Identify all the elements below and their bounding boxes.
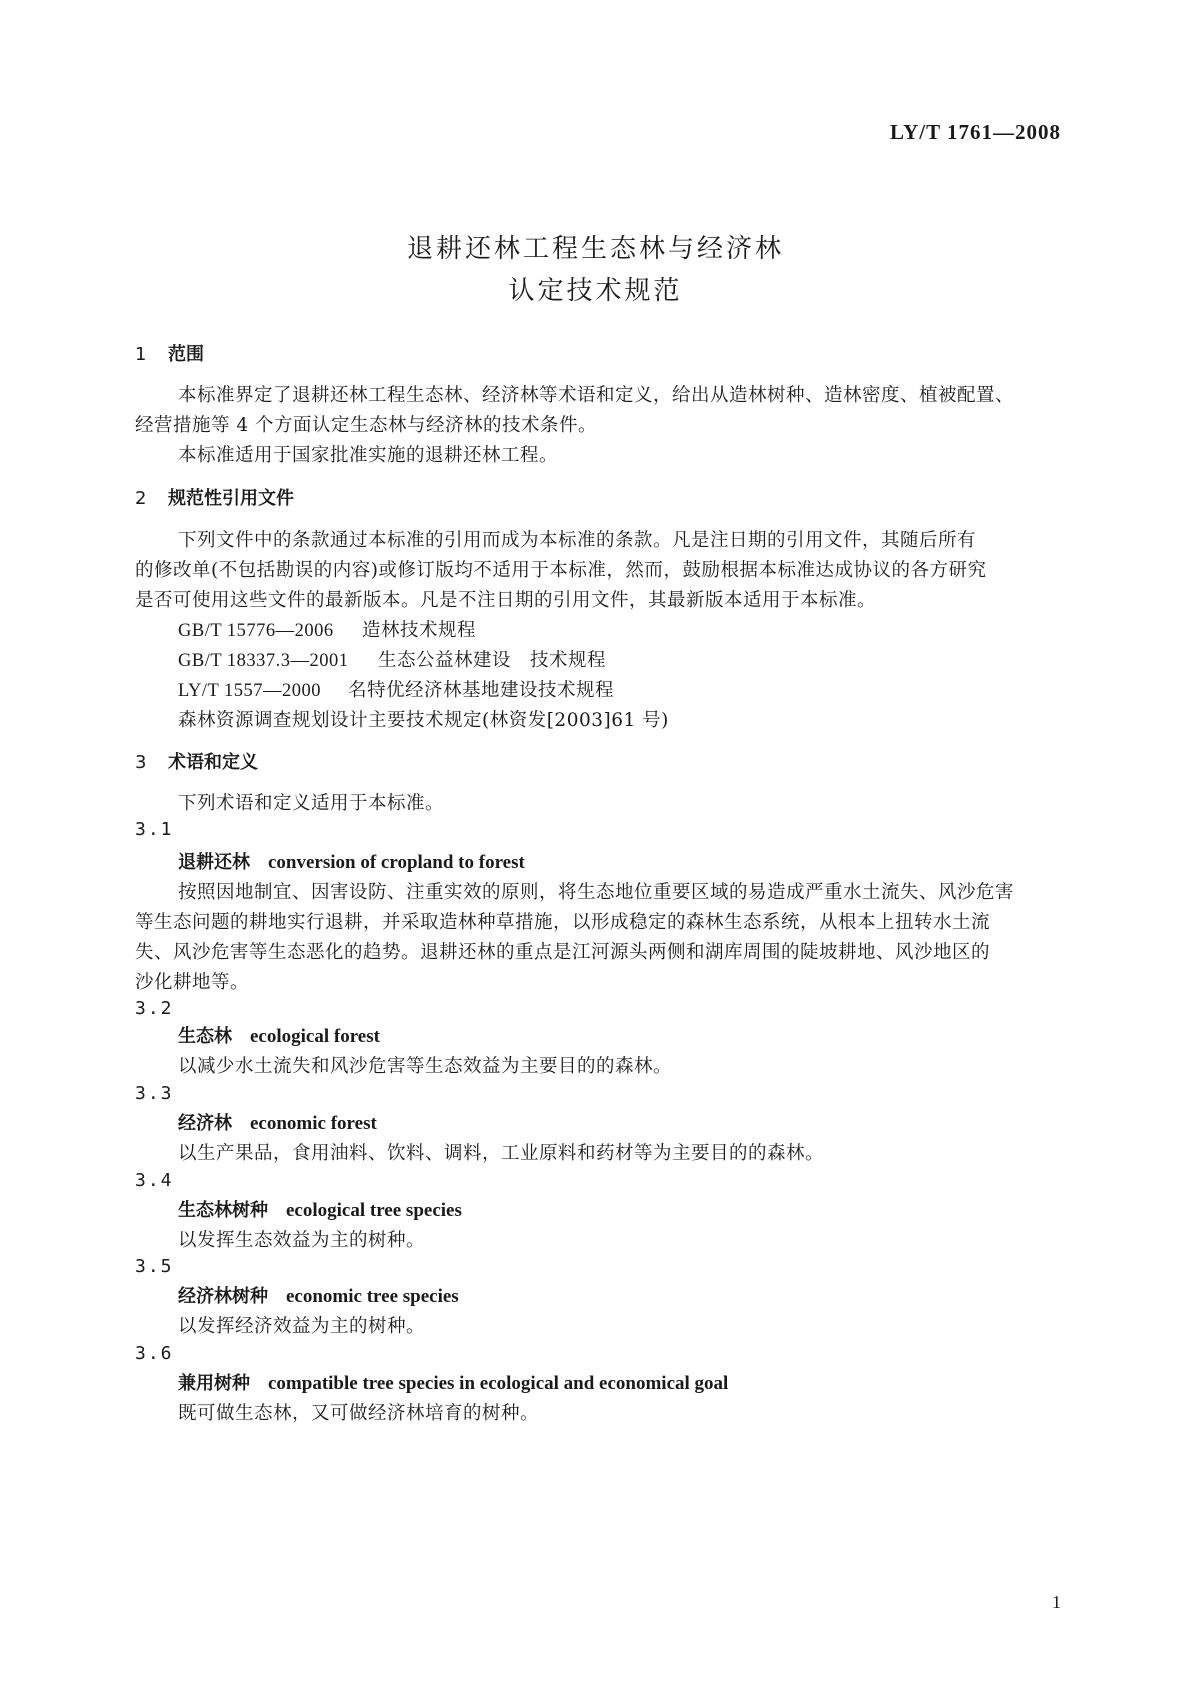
section-title: 范围 xyxy=(168,344,204,365)
term-chinese: 兼用树种 xyxy=(178,1373,250,1394)
term-definition: 以减少水土流失和风沙危害等生态效益为主要目的的森林。 xyxy=(178,1056,673,1077)
reference-item xyxy=(178,616,476,642)
section-number: 2 xyxy=(135,488,147,509)
term-english: economic forest xyxy=(250,1113,377,1134)
s1-para1-line1: 本标准界定了退耕还林工程生态林、经济林等术语和定义，给出从造林树种、造林密度、植被配置、 xyxy=(178,385,1015,406)
term-definition: 以发挥经济效益为主的树种。 xyxy=(178,1316,426,1337)
reference-item xyxy=(178,646,606,672)
s1-para2: 本标准适用于国家批准实施的退耕还林工程。 xyxy=(178,445,559,466)
term-definition-line: 等生态问题的耕地实行退耕，并采取造林种草措施，以形成稳定的森林生态系统，从根本上扭转水土流 xyxy=(135,912,991,933)
reference-code: GB/T 18337.3—2001 xyxy=(178,651,349,671)
s2-para-line3: 是否可使用这些文件的最新版本。凡是不注日期的引用文件，其最新版本适用于本标准。 xyxy=(135,590,877,611)
reference-title: 造林技术规程 xyxy=(362,620,477,641)
term-definition-line: 按照因地制宜、因害设防、注重实效的原则，将生态地位重要区域的易造成严重水土流失、风沙危害 xyxy=(178,882,1015,903)
term-heading xyxy=(178,1196,462,1222)
section-number: 1 xyxy=(135,344,147,365)
term-chinese: 生态林树种 xyxy=(178,1200,268,1221)
term-chinese: 生态林 xyxy=(178,1026,232,1047)
term-heading xyxy=(178,1022,380,1048)
clause-number: 3.3 xyxy=(135,1083,174,1104)
doc-title-line2: 认定技术规范 xyxy=(508,276,683,306)
section-3-heading xyxy=(135,748,258,774)
standard-code: LY/T 1761—2008 xyxy=(890,120,1061,144)
term-chinese: 经济林 xyxy=(178,1113,232,1134)
s1-para1-line2: 经营措施等 4 个方面认定生态林与经济林的技术条件。 xyxy=(135,415,598,436)
term-english: conversion of cropland to forest xyxy=(268,852,525,873)
term-heading xyxy=(178,1369,728,1395)
reference-title: 名特优经济林基地建设技术规程 xyxy=(348,680,615,701)
term-definition: 以发挥生态效益为主的树种。 xyxy=(178,1230,426,1251)
reference-item xyxy=(178,676,614,702)
section-number: 3 xyxy=(135,752,147,773)
doc-title-line1: 退耕还林工程生态林与经济林 xyxy=(406,234,784,264)
section-title: 规范性引用文件 xyxy=(168,488,294,509)
term-definition-line: 失、风沙危害等生态恶化的趋势。退耕还林的重点是江河源头两侧和湖库周围的陡坡耕地、风沙地区的 xyxy=(135,942,991,963)
term-heading xyxy=(178,848,525,874)
reference-code: GB/T 15776—2006 xyxy=(178,621,334,641)
term-english: economic tree species xyxy=(286,1286,459,1307)
term-definition: 既可做生态林，又可做经济林培育的树种。 xyxy=(178,1403,540,1424)
term-chinese: 经济林树种 xyxy=(178,1286,268,1307)
s2-para-line2: 的修改单(不包括勘误的内容)或修订版均不适用于本标准，然而，鼓励根据本标准达成协议的各方研究 xyxy=(135,560,987,581)
reference-code: LY/T 1557—2000 xyxy=(178,681,322,701)
term-definition-line: 沙化耕地等。 xyxy=(135,972,250,993)
term-english: compatible tree species in ecological and economical goal xyxy=(268,1373,729,1394)
page-number: 1 xyxy=(1052,1592,1061,1612)
reference-item: 森林资源调查规划设计主要技术规定(林资发[2003]61 号) xyxy=(178,710,669,731)
section-title: 术语和定义 xyxy=(168,752,258,773)
term-definition: 以生产果品，食用油料、饮料、调料，工业原料和药材等为主要目的的森林。 xyxy=(178,1143,825,1164)
s3-intro: 下列术语和定义适用于本标准。 xyxy=(178,793,445,814)
clause-number: 3.1 xyxy=(135,819,174,840)
clause-number: 3.5 xyxy=(135,1256,174,1277)
section-2-heading xyxy=(135,484,294,510)
term-english: ecological tree species xyxy=(286,1200,462,1221)
clause-number: 3.4 xyxy=(135,1170,174,1191)
clause-number: 3.6 xyxy=(135,1343,174,1364)
term-chinese: 退耕还林 xyxy=(178,852,250,873)
term-heading xyxy=(178,1109,377,1135)
term-english: ecological forest xyxy=(250,1026,380,1047)
term-heading xyxy=(178,1282,459,1308)
section-1-heading xyxy=(135,340,204,366)
reference-title: 生态公益林建设 技术规程 xyxy=(378,650,607,671)
clause-number: 3.2 xyxy=(135,998,174,1019)
s2-para-line1: 下列文件中的条款通过本标准的引用而成为本标准的条款。凡是注日期的引用文件，其随后所有 xyxy=(178,530,977,551)
